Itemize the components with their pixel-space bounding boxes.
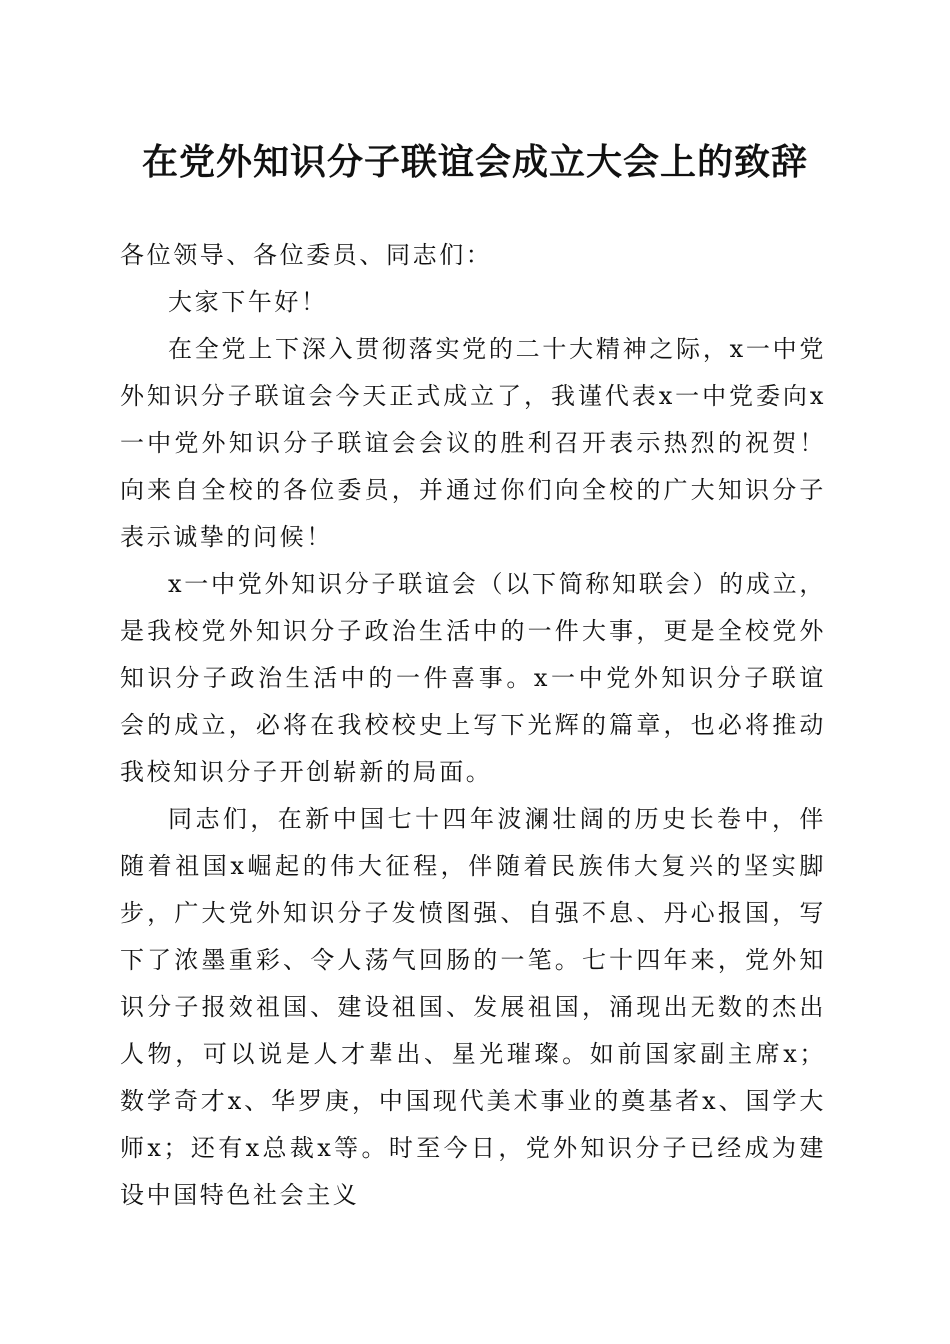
- document-body: [120, 232, 826, 1219]
- paragraph-history: 同志们，在新中国七十四年波澜壮阔的历史长卷中，伴随着祖国x崛起的伟大征程，伴随着民族伟大复兴的坚实脚步，广大党外知识分子发愤图强、自强不息、丹心报国，写下了浓墨重彩、令人荡气回肠的一笔。七十四年来，党外知识分子报效祖国、建设祖国、发展祖国，涌现出无数的杰出人物，可以说是人才辈出、星光璀璨。如前国家副主席x；数学奇才x、华罗庚，中国现代美术事业的奠基者x、国学大师x；还有x总裁x等。时至今日，党外知识分子已经成为建设中国特色社会主义: [120, 805, 826, 1209]
- paragraph-congratulation: 在全党上下深入贯彻落实党的二十大精神之际，x一中党外知识分子联谊会今天正式成立了，我谨代表x一中党委向x一中党外知识分子联谊会会议的胜利召开表示热烈的祝贺！向来自全校的各位委员，并通过你们向全校的广大知识分子表示诚挚的问候！: [120, 335, 826, 551]
- paragraph-greeting: 大家下午好！: [168, 288, 328, 316]
- paragraph-significance: x一中党外知识分子联谊会（以下简称知联会）的成立，是我校党外知识分子政治生活中的一件大事，更是全校党外知识分子政治生活中的一件喜事。x一中党外知识分子联谊会的成立，必将在我校校史上写下光辉的篇章，也必将推动我校知识分子开创崭新的局面。: [120, 570, 826, 786]
- salutation: 各位领导、各位委员、同志们：: [120, 241, 493, 269]
- document-title: 在党外知识分子联谊会成立大会上的致辞: [141, 141, 808, 183]
